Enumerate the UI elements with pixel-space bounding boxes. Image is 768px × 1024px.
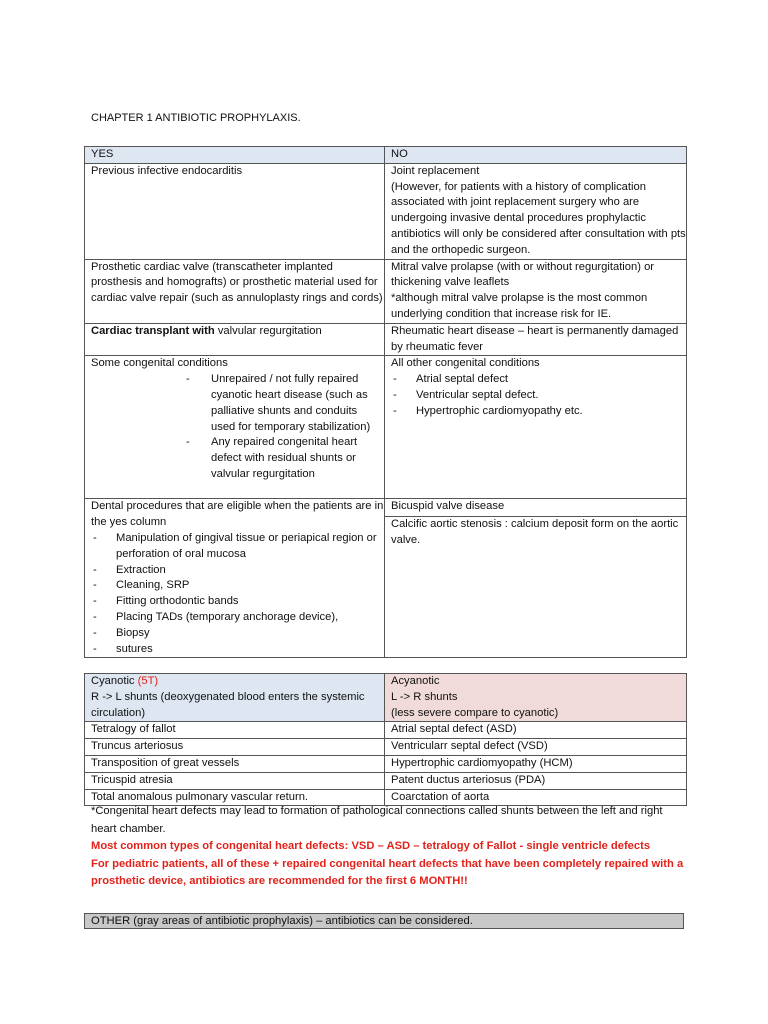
cyanotic-cell: Total anomalous pulmonary vascular return. [85, 789, 385, 806]
list-item: - Placing TADs (temporary anchorage device), [91, 610, 384, 626]
no-title: All other congenital conditions [391, 357, 540, 370]
acyanotic-cell: Ventricularr septal defect (VSD) [385, 739, 687, 756]
other-gray-areas-bar: OTHER (gray areas of antibiotic prophylaxis) – antibiotics can be considered. [84, 913, 684, 929]
acyanotic-cell: Patent ductus arteriosus (PDA) [385, 772, 687, 789]
table-row [85, 163, 687, 259]
acyanotic-cell: Coarctation of aorta [385, 789, 687, 806]
notes-section [91, 803, 691, 891]
table-row [85, 739, 687, 756]
yes-cell: Previous infective endocarditis [85, 163, 385, 259]
shunts-note: *Congenital heart defects may lead to formation of pathological connections called shunts between the left and right heart chamber. [91, 805, 663, 835]
common-defects-note: Most common types of congenital heart defects: VSD – ASD – tetralogy of Fallot - single ventricle defects [91, 840, 651, 852]
no-text: Bicuspid valve disease [391, 500, 505, 513]
table-row [85, 259, 687, 323]
cyanotic-header [85, 674, 385, 722]
list-item: - Cleaning, SRP [91, 578, 384, 594]
list-item: - sutures [91, 642, 384, 658]
list-item: - Extraction [91, 563, 384, 579]
list-item: - Unrepaired / not fully repaired cyanotic heart disease (such as palliative shunts and conduits used for temporary stabilization) [186, 372, 384, 435]
list-item: - Hypertrophic cardiomyopathy etc. [391, 404, 686, 420]
cyanotic-desc: R -> L shunts (deoxygenated blood enters the systemic circulation) [91, 690, 365, 719]
page-title: CHAPTER 1 ANTIBIOTIC PROPHYLAXIS. [91, 112, 301, 124]
yes-cell [85, 356, 385, 499]
table-header-row [85, 147, 687, 164]
no-cell [385, 259, 687, 323]
acyanotic-line1: L -> R shunts [391, 690, 458, 703]
yes-text: valvular regurgitation [214, 324, 322, 337]
list-item: - Any repaired congenital heart defect with residual shunts or valvular regurgitation [186, 435, 384, 482]
yes-title: Some congenital conditions [91, 357, 228, 370]
congenital-header-row [85, 674, 687, 722]
no-cell: Rheumatic heart disease – heart is permanently damaged by rheumatic fever [385, 323, 687, 356]
acyanotic-label: Acyanotic [391, 675, 440, 687]
cyanotic-count: (5T) [137, 675, 159, 687]
no-text: Joint replacement [391, 164, 480, 177]
cyanotic-cell: Tricuspid atresia [85, 772, 385, 789]
header-yes: YES [85, 147, 385, 164]
table-row [85, 356, 687, 499]
acyanotic-cell: Hypertrophic cardiomyopathy (HCM) [385, 755, 687, 772]
yes-cell: Prosthetic cardiac valve (transcatheter implanted prosthesis and homografts) or prosthetic material used for cardiac valve repair (such as annuloplasty rings and cords) [85, 259, 385, 323]
yes-bold-text: Cardiac transplant with [91, 324, 215, 337]
list-item: - Ventricular septal defect. [391, 388, 686, 404]
no-subcell: Calcific aortic stenosis : calcium deposit form on the aortic valve. [385, 516, 686, 549]
list-item: - Biopsy [91, 626, 384, 642]
acyanotic-line2: (less severe compare to cyanotic) [391, 706, 559, 719]
no-text: Mitral valve prolapse (with or without regurgitation) or thickening valve leaflets [391, 260, 655, 289]
cyanotic-cell: Truncus arteriosus [85, 739, 385, 756]
acyanotic-header [385, 674, 687, 722]
no-note: (However, for patients with a history of complication associated with joint replacement surgery who are undergoing invasive dental procedures prophylactic antibiotics will only be considered after consultation with pts and the orthopedic surgeon. [391, 180, 686, 256]
list-item: - Atrial septal defect [391, 372, 686, 388]
table-row [85, 499, 687, 658]
no-cell [385, 356, 687, 499]
cyanotic-title [91, 674, 384, 690]
list-item: - Fitting orthodontic bands [91, 594, 384, 610]
yes-cell [85, 323, 385, 356]
list-item: - Manipulation of gingival tissue or periapical region or perforation of oral mucosa [91, 531, 384, 563]
no-note: *although mitral valve prolapse is the most common underlying condition that increase risk for IE. [391, 292, 648, 320]
no-cell [385, 163, 687, 259]
table-row [85, 772, 687, 789]
acyanotic-cell: Atrial septal defect (ASD) [385, 722, 687, 739]
congenital-table [84, 673, 687, 806]
cyanotic-label: Cyanotic [91, 675, 138, 687]
prophylaxis-table [84, 146, 687, 658]
cyanotic-cell: Transposition of great vessels [85, 755, 385, 772]
pediatric-note: For pediatric patients, all of these + repaired congenital heart defects that have been completely repaired with a prosthetic device, antibiotics are recommended for the first 6 MONTH!! [91, 857, 684, 887]
table-row [85, 323, 687, 356]
table-row [85, 755, 687, 772]
yes-cell [85, 499, 385, 658]
header-no: NO [385, 147, 687, 164]
table-row [85, 722, 687, 739]
no-cell [385, 499, 687, 658]
yes-title: Dental procedures that are eligible when the patients are in the yes column [91, 500, 384, 529]
cyanotic-cell: Tetralogy of fallot [85, 722, 385, 739]
